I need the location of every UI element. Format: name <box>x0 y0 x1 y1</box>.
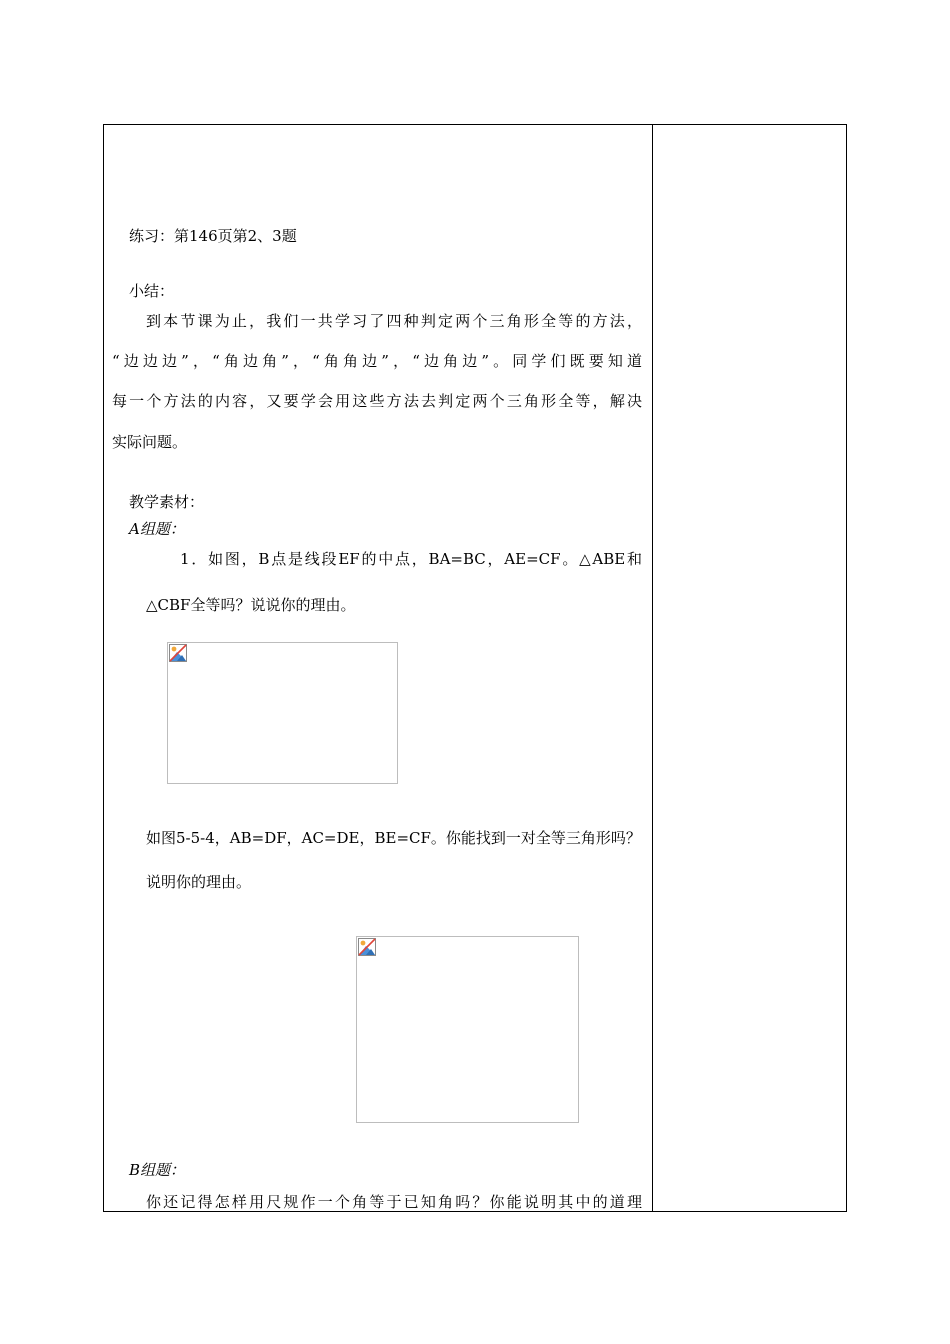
group-a-q2-line1: 如图5-5-4，AB=DF，AC=DE，BE=CF。你能找到一对全等三角形吗？ <box>146 829 641 847</box>
group-b-heading: B组题： <box>129 1161 186 1179</box>
group-a-q1-line1: 1．如图，B点是线段EF的中点，BA=BC，AE=CF。△ABE和 <box>180 550 642 568</box>
summary-line: 到本节课为止，我们一共学习了四种判定两个三角形全等的方法， <box>146 312 642 330</box>
figure-placeholder-2 <box>356 936 579 1123</box>
summary-line: 每一个方法的内容，又要学会用这些方法去判定两个三角形全等，解决 <box>112 392 642 410</box>
figure-placeholder-1 <box>167 642 398 784</box>
broken-image-icon <box>168 643 188 663</box>
group-a-q2-line2: 说明你的理由。 <box>146 873 252 891</box>
summary-heading: 小结： <box>129 282 175 300</box>
lesson-table <box>103 124 847 1212</box>
group-a-q1-line2: △CBF全等吗？说说你的理由。 <box>146 596 356 614</box>
broken-image-icon <box>357 937 377 957</box>
column-divider <box>652 125 653 1211</box>
summary-line: “边边边”，“角边角”，“角角边”，“边角边”。同学们既要知道 <box>112 352 642 370</box>
materials-heading: 教学素材： <box>129 493 205 511</box>
summary-line: 实际问题。 <box>112 433 188 451</box>
practice-line: 练习：第146页第2、3题 <box>129 227 297 245</box>
group-b-q1-line1: 你还记得怎样用尺规作一个角等于已知角吗？你能说明其中的道理 <box>146 1193 642 1211</box>
group-a-heading: A组题： <box>129 520 185 538</box>
